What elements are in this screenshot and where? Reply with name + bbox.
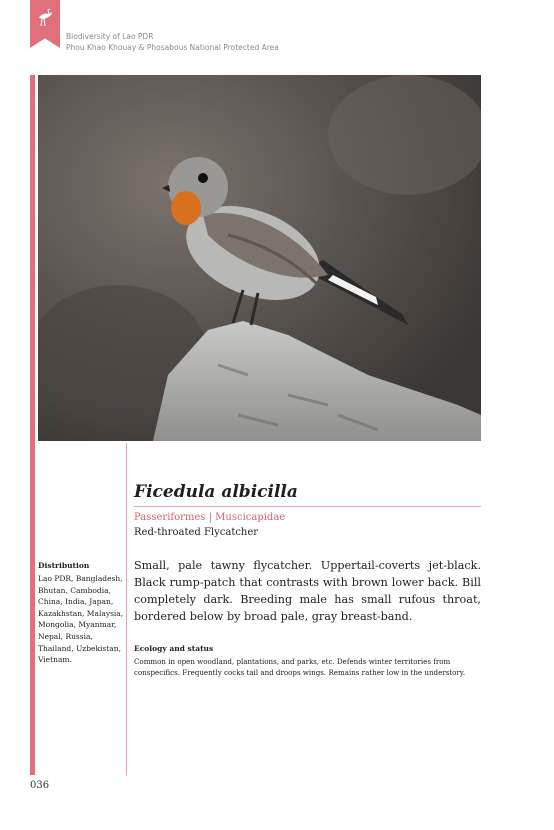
bookmark-ribbon	[30, 0, 60, 48]
header-subtitle: Phou Khao Khouay & Phosabous National Protected Area	[66, 43, 279, 52]
column-divider	[126, 443, 127, 775]
distribution-text: Lao PDR, Bangladesh, Bhutan, Cambodia, China, India, Japan, Kazakhstan, Malaysia, Mongolia, Myanmar, Nepal, Russia, Thailand, Uzbekistan, Vietnam.	[38, 574, 124, 665]
common-name: Red-throated Flycatcher	[134, 527, 259, 538]
bird-photo	[38, 75, 481, 441]
taxonomy: Passeriformes | Muscicapidae	[134, 512, 286, 523]
title-rule	[134, 506, 481, 507]
header-title: Biodiversity of Lao PDR	[66, 32, 154, 41]
page-number: 036	[30, 780, 50, 791]
crane-bird-icon	[35, 8, 55, 30]
ecology-heading: Ecology and status	[134, 644, 214, 653]
distribution-heading: Distribution	[38, 561, 90, 570]
running-header	[66, 31, 279, 53]
ecology-text: Common in open woodland, plantations, and parks, etc. Defends winter territories from conspecifics. Frequently cocks tail and droops wings. Remains rather low in the understory.	[134, 657, 466, 677]
accent-bar	[30, 75, 35, 775]
scientific-name: Ficedula albicilla	[134, 482, 298, 502]
species-description: Small, pale tawny flycatcher. Uppertail-coverts jet-black. Black rump-patch that contrasts with brown lower back. Bill completely dark. Breeding male has small rufous throat, bordered below by broad pale, gray breast-band.	[134, 559, 481, 623]
